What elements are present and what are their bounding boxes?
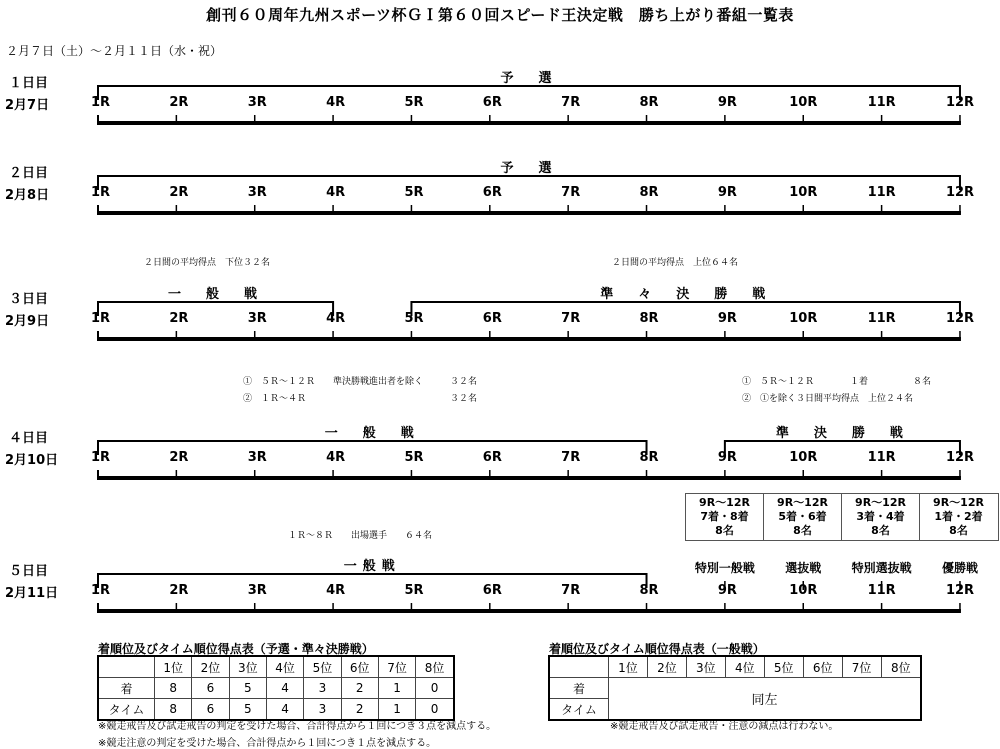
race-label-1r: 1R: [91, 450, 111, 465]
race-label-9r: 9R: [717, 450, 737, 465]
race-label-2r: 2R: [169, 185, 189, 200]
race-label-2r: 2R: [169, 95, 189, 110]
race-label-10r: 10R: [789, 583, 818, 598]
race-label-10r: 10R: [789, 450, 818, 465]
race-label-9r: 9R: [717, 583, 737, 598]
table-row: 着 同左: [549, 678, 921, 699]
merged-same-as-left: 同左: [609, 678, 922, 721]
race-label-1r: 1R: [91, 583, 111, 598]
table-row: タイム: [549, 699, 921, 721]
footnote-caution: ※競走注意の判定を受けた場合、合計得点から１回につき１点を減点する。: [98, 738, 437, 749]
race-label-6r: 6R: [482, 583, 502, 598]
special-race-label: 優勝戦: [941, 561, 978, 575]
race-label-7r: 7R: [561, 583, 581, 598]
bracket-label: 準 々 決 勝 戦: [600, 287, 772, 302]
race-label-3r: 3R: [247, 450, 267, 465]
day-label: ３日目: [9, 292, 49, 307]
race-label-3r: 3R: [247, 583, 267, 598]
special-race-label: 特別選抜戦: [851, 561, 912, 575]
race-label-9r: 9R: [717, 311, 737, 326]
date-label: 2月7日: [5, 98, 50, 113]
race-label-12r: 12R: [945, 95, 975, 110]
date-label: 2月11日: [5, 586, 59, 601]
page-title: 創刊６０周年九州スポーツ杯ＧＩ第６０回スピード王決定戦 勝ち上がり番組一覧表: [206, 6, 794, 24]
race-label-11r: 11R: [867, 95, 896, 110]
race-label-7r: 7R: [561, 185, 581, 200]
race-label-5r: 5R: [404, 583, 424, 598]
race-label-4r: 4R: [326, 583, 346, 598]
race-label-12r: 12R: [945, 583, 975, 598]
score-table-general-title: 着順位及びタイム順位得点表（一般戦）: [549, 642, 765, 656]
race-label-11r: 11R: [867, 583, 896, 598]
footnote-warning: ※競走戒告及び試走戒告の判定を受けた場合、合計得点から１回につき３点を減点する。: [98, 721, 497, 732]
race-label-12r: 12R: [945, 311, 975, 326]
bracket-label: 一般戦: [343, 559, 401, 574]
score-table-main: [97, 655, 455, 721]
bracket-label: 準 決 勝 戦: [775, 426, 909, 441]
note-day5-general: １Ｒ～８Ｒ 出場選手 ６４名: [288, 531, 433, 541]
event-period: ２月７日（土）～２月１１日（水・祝）: [6, 44, 223, 58]
note-day3-lower: ２日間の平均得点 下位３２名: [144, 258, 271, 268]
race-label-2r: 2R: [169, 450, 189, 465]
day-label: ２日目: [9, 166, 49, 181]
bracket-label: 一 般 戦: [168, 287, 264, 302]
race-label-3r: 3R: [247, 185, 267, 200]
race-label-7r: 7R: [561, 450, 581, 465]
race-label-1r: 1R: [91, 95, 111, 110]
race-label-12r: 12R: [945, 185, 975, 200]
day-label: ４日目: [9, 431, 49, 446]
race-label-6r: 6R: [482, 185, 502, 200]
table-header-row: 1位 2位 3位 4位 5位 6位 7位 8位: [549, 656, 921, 678]
race-label-3r: 3R: [247, 95, 267, 110]
race-label-11r: 11R: [867, 450, 896, 465]
footnote-general: ※競走戒告及び試走戒告・注意の減点は行わない。: [610, 721, 839, 732]
qualifier-box: 9R～12R 5着・6着 8名: [764, 494, 842, 540]
day-label: ５日目: [9, 564, 49, 579]
race-label-1r: 1R: [91, 185, 111, 200]
race-label-11r: 11R: [867, 311, 896, 326]
day-label: １日目: [9, 76, 49, 91]
race-label-7r: 7R: [561, 311, 581, 326]
bracket-label: 予 選: [500, 71, 558, 86]
race-label-8r: 8R: [639, 185, 659, 200]
note-day4-semi-2: ② ①を除く３日間平均得点 上位２４名: [742, 394, 914, 404]
qualifier-box: 9R～12R 3着・4着 8名: [842, 494, 920, 540]
race-label-10r: 10R: [789, 311, 818, 326]
race-label-2r: 2R: [169, 583, 189, 598]
race-label-6r: 6R: [482, 95, 502, 110]
race-label-8r: 8R: [639, 95, 659, 110]
race-label-11r: 11R: [867, 185, 896, 200]
note-day3-upper: ２日間の平均得点 上位６４名: [612, 258, 739, 268]
race-label-9r: 9R: [717, 185, 737, 200]
date-label: 2月9日: [5, 314, 50, 329]
race-label-12r: 12R: [945, 450, 975, 465]
race-label-8r: 8R: [639, 583, 659, 598]
race-label-5r: 5R: [404, 185, 424, 200]
race-label-5r: 5R: [404, 95, 424, 110]
bracket-label: 予 選: [500, 161, 558, 176]
race-label-2r: 2R: [169, 311, 189, 326]
bracket-label: 一 般 戦: [324, 426, 420, 441]
race-label-7r: 7R: [561, 95, 581, 110]
qualifier-boxes: [685, 493, 999, 541]
race-label-3r: 3R: [247, 311, 267, 326]
race-label-1r: 1R: [91, 311, 111, 326]
table-header-row: 1位 2位 3位 4位 5位 6位 7位 8位: [98, 656, 454, 678]
note-day4-semi-1: ① ５Ｒ～１２Ｒ １着 ８名: [742, 377, 932, 387]
race-label-9r: 9R: [717, 95, 737, 110]
race-label-10r: 10R: [789, 185, 818, 200]
race-label-4r: 4R: [326, 185, 346, 200]
race-label-5r: 5R: [404, 311, 424, 326]
note-day4-general-1: ① ５Ｒ～１２Ｒ 準決勝戦進出者を除く ３２名: [243, 377, 478, 387]
race-label-6r: 6R: [482, 450, 502, 465]
qualifier-box: 9R～12R 1着・2着 8名: [933, 496, 984, 537]
date-label: 2月10日: [5, 453, 59, 468]
special-race-label: 選抜戦: [785, 561, 822, 575]
note-day4-general-2: ② １Ｒ～４Ｒ ３２名: [243, 394, 478, 404]
race-label-6r: 6R: [482, 311, 502, 326]
qualifier-box: 9R～12R 7着・8着 8名: [686, 494, 764, 540]
race-label-5r: 5R: [404, 450, 424, 465]
date-label: 2月8日: [5, 188, 50, 203]
race-label-4r: 4R: [326, 450, 346, 465]
table-row: タイム 8 6 5 4 3 2 1 0: [98, 699, 454, 721]
race-label-4r: 4R: [326, 311, 346, 326]
table-row: 着 8 6 5 4 3 2 1 0: [98, 678, 454, 699]
race-label-10r: 10R: [789, 95, 818, 110]
race-label-8r: 8R: [639, 450, 659, 465]
score-table-main-title: 着順位及びタイム順位得点表（予選・準々決勝戦）: [98, 642, 374, 656]
race-label-4r: 4R: [326, 95, 346, 110]
special-race-label: 特別一般戦: [694, 561, 755, 575]
race-label-8r: 8R: [639, 311, 659, 326]
score-table-general: [548, 655, 922, 721]
